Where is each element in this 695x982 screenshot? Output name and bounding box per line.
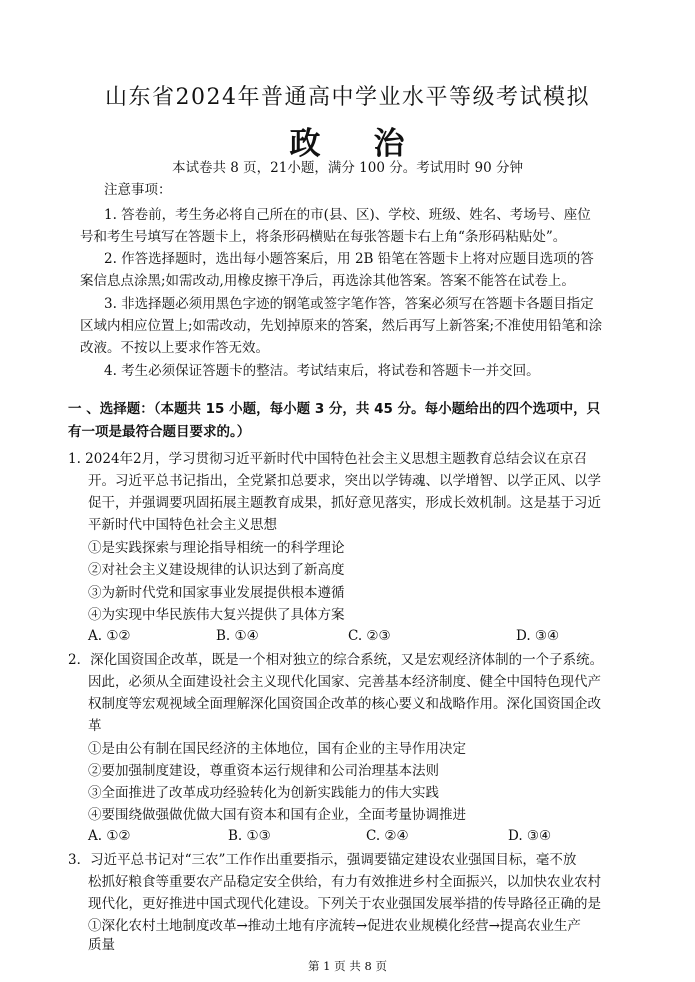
- page-footer: 第 1 页 共 8 页: [308, 959, 387, 973]
- q1-option-a[interactable]: A. ①②: [88, 628, 131, 644]
- q1-item: ②对社会主义建设规律的认识达到了新高度: [88, 562, 345, 578]
- q3-stem-line: 松抓好粮食等重要农产品稳定安全供给，有力有效推进乡村全面振兴，以加快农业农村: [88, 874, 601, 890]
- q1-stem-line: 1. 2024年2月，学习贯彻习近平新时代中国特色社会主义思想主题教育总结会议在京召: [68, 451, 588, 467]
- notice-line: 4. 考生必须保证答题卡的整洁。考试结束后，将试卷和答题卡一并交回。: [104, 363, 540, 379]
- subject-char-2: 治: [373, 126, 406, 162]
- section-heading-line-2: 有一项是最符合题目要求的。）: [68, 424, 251, 440]
- q2-option-d[interactable]: D. ③④: [508, 828, 552, 844]
- q3-stem-line: 3．习近平总书记对“三农”工作作出重要指示，强调要锚定建设农业强国目标，毫不放: [68, 852, 577, 868]
- q2-item: ②要加强制度建设，尊重资本运行规律和公司治理基本法则: [88, 763, 439, 779]
- notice-line: 号和考生号填写在答题卡上，将条形码横贴在每张答题卡右上角“条形码粘贴处”。: [80, 229, 567, 245]
- q1-stem-line: 开。习近平总书记指出，全党紧扣总要求，突出以学铸魂、以学增智、以学正风、以学: [88, 473, 601, 489]
- q1-item: ④为实现中华民族伟大复兴提供了具体方案: [88, 607, 345, 623]
- q2-option-c[interactable]: C. ②④: [366, 828, 409, 844]
- exam-info: 本试卷共 8 页，21小题，满分 100 分。考试用时 90 分钟: [172, 160, 523, 176]
- subject-char-1: 政: [289, 126, 322, 162]
- exam-title: 山东省2024年普通高中学业水平等级考试模拟: [105, 85, 590, 110]
- q2-stem-line: 权制度等宏观视域全面理解深化国资国企改革的核心要义和战略作用。深化国资国企改: [88, 696, 601, 712]
- q1-item: ①是实践探索与理论指导相统一的科学理论: [88, 540, 345, 556]
- notice-line: 3. 非选择题必须用黑色字迹的钢笔或签字笔作答，答案必须写在答题卡各题目指定: [104, 296, 594, 312]
- q2-item: ④要围绕做强做优做大国有资本和国有企业，全面考量协调推进: [88, 807, 466, 823]
- q2-option-a[interactable]: A. ①②: [88, 828, 131, 844]
- q3-item-continued: 质量: [88, 937, 115, 953]
- q1-option-b[interactable]: B. ①④: [216, 628, 259, 644]
- q2-option-b[interactable]: B. ①③: [228, 828, 271, 844]
- q1-item: ③为新时代党和国家事业发展提供根本遵循: [88, 585, 345, 601]
- section-heading-line-1: 一 、选择题：（本题共 15 小题，每小题 3 分，共 45 分。每小题给出的四个选项中，只: [68, 401, 601, 417]
- q1-stem-line: 促干，并强调要巩固拓展主题教育成果，抓好意见落实，形成长效机制。这是基于习近: [88, 495, 601, 511]
- q3-stem-line: 现代化，更好推进中国式现代化建设。下列关于农业强国发展举措的传导路径正确的是: [88, 896, 601, 912]
- q2-stem-line: 因此，必须从全面建设社会主义现代化国家、完善基本经济制度、健全中国特色现代产: [88, 674, 601, 690]
- q2-item: ①是由公有制在国民经济的主体地位，国有企业的主导作用决定: [88, 741, 466, 757]
- q3-item: ①深化农村土地制度改革→推动土地有序流转→促进农业规模化经营→提高农业生产: [88, 918, 581, 934]
- q2-stem-line: 革: [88, 718, 102, 734]
- q1-stem-line: 平新时代中国特色社会主义思想: [88, 517, 277, 533]
- notice-line: 改液。不按以上要求作答无效。: [80, 340, 269, 356]
- q2-item: ③全面推进了改革成功经验转化为创新实践能力的伟大实践: [88, 785, 439, 801]
- q1-option-d[interactable]: D. ③④: [516, 628, 560, 644]
- notice-line: 2. 作答选择题时，选出每小题答案后，用 2B 铅笔在答题卡上将对应题目选项的答: [104, 251, 594, 267]
- notice-line: 1. 答卷前，考生务必将自己所在的市(县、区)、学校、班级、姓名、考场号、座位: [104, 207, 591, 223]
- notice-line: 区域内相应位置上;如需改动，先划掉原来的答案，然后再写上新答案;不准使用铅笔和涂: [80, 318, 603, 334]
- notice-heading: 注意事项：: [104, 182, 172, 198]
- q1-option-c[interactable]: C. ②③: [348, 628, 391, 644]
- q2-stem-line: 2．深化国资国企改革，既是一个相对独立的综合系统，又是宏观经济体制的一个子系统。: [68, 652, 604, 668]
- notice-line: 案信息点涂黑;如需改动,用橡皮擦干净后，再选涂其他答案。答案不能答在试卷上。: [80, 273, 575, 289]
